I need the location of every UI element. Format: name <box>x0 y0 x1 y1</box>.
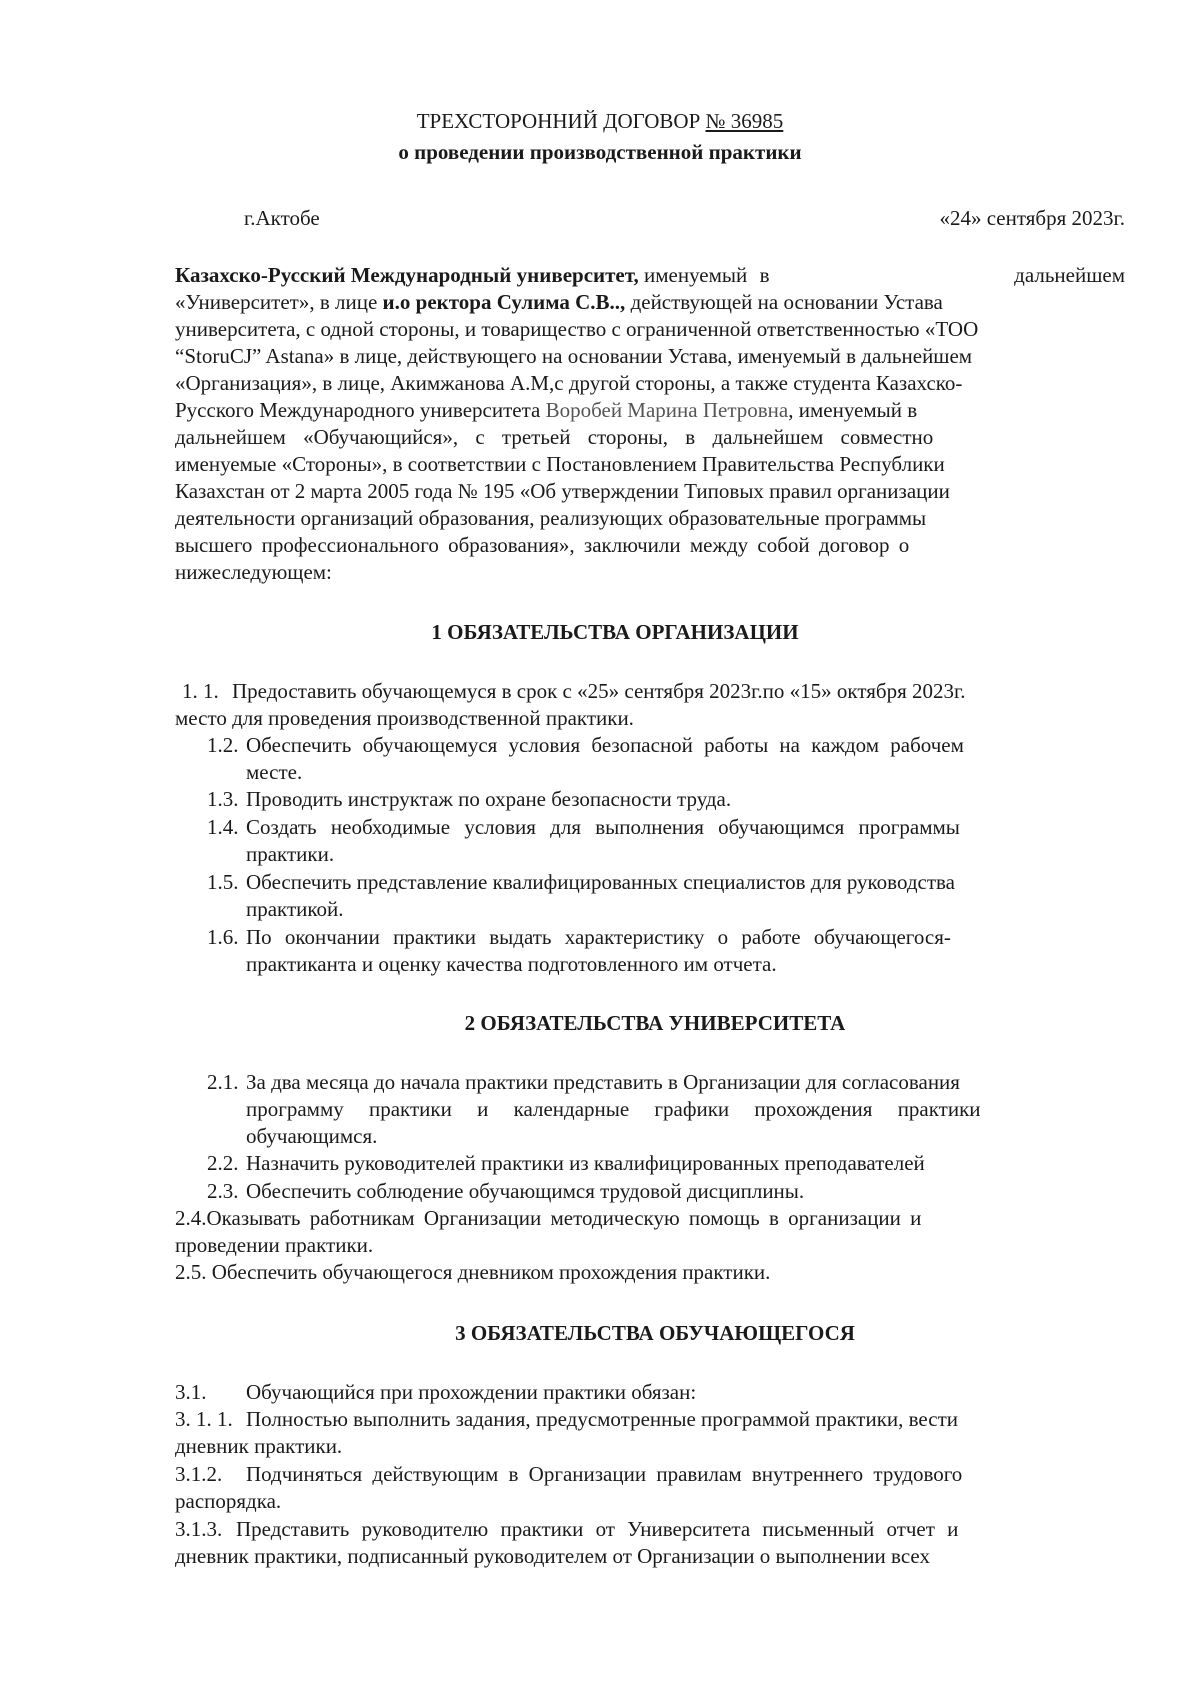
contract-title <box>0 108 1200 135</box>
item-2-4-line-1: 2.4.Оказывать работникам Организации методическую помощь в организации и <box>175 1206 922 1230</box>
item-1-3-line-1: Проводить инструктаж по охране безопасности труда. <box>246 787 732 811</box>
item-3-1-text: Обучающийся при прохождении практики обязан: <box>246 1380 697 1404</box>
item-2-2-number: 2.2. <box>207 1151 239 1175</box>
contract-number: № 36985 <box>705 109 784 133</box>
item-1-1-continued: место для проведения производственной практики. <box>175 706 634 730</box>
intro-line-11: высшего профессионального образования», заключили между собой договор о <box>175 533 910 557</box>
item-3-1-2-line-1: Подчиняться действующим в Организации правилам внутреннего трудового <box>246 1462 963 1486</box>
item-3-1-number: 3.1. <box>175 1380 207 1404</box>
section-3-heading: 3 ОБЯЗАТЕЛЬСТВА ОБУЧАЮЩЕГОСЯ <box>455 1321 855 1345</box>
item-1-4-line-2: практики. <box>246 842 335 866</box>
intro-text: Русского Международного университета <box>175 398 546 422</box>
item-2-3-line-1: Обеспечить соблюдение обучающимся трудовой дисциплины. <box>246 1179 805 1203</box>
intro-line-10: деятельности организаций образования, реализующих образовательные программы <box>175 506 927 530</box>
item-3-1-2-number: 3.1.2. <box>175 1462 223 1486</box>
item-3-1-1-line-2: дневник практики. <box>175 1434 343 1458</box>
item-3-1-3-number: 3.1.3. <box>175 1517 223 1541</box>
intro-line-3: университета, с одной стороны, и товарищество с ограниченной ответственностью «ТОО <box>175 317 979 341</box>
item-1-6-line-1: По окончании практики выдать характеристику о работе обучающегося- <box>246 925 951 949</box>
item-1-2-line-1: Обеспечить обучающемуся условия безопасной работы на каждом рабочем <box>246 733 964 757</box>
section-2-heading: 2 ОБЯЗАТЕЛЬСТВА УНИВЕРСИТЕТА <box>464 1011 846 1035</box>
item-3-1-2-line-2: распорядка. <box>175 1489 282 1513</box>
item-1-1 <box>182 678 965 705</box>
item-2-3-number: 2.3. <box>207 1179 239 1203</box>
intro-line-4: “StoruCJ” Astana» в лице, действующего на основании Устава, именуемый в дальнейшем <box>175 344 973 368</box>
item-1-4-line-1: Создать необходимые условия для выполнения обучающимся программы <box>246 815 960 839</box>
intro-line-5: «Организация», в лице, Акимжанова А.М,с другой стороны, а также студента Казахско- <box>175 371 963 395</box>
intro-line-7: дальнейшем «Обучающийся», с третьей стороны, в дальнейшем совместно <box>175 425 934 449</box>
student-name: Воробей Марина Петровна <box>545 398 789 422</box>
item-3-1-3-line-2: дневник практики, подписанный руководителем от Организации о выполнении всех <box>175 1544 930 1568</box>
intro-text: , именуемый в <box>788 398 918 422</box>
item-1-2-line-2: месте. <box>246 760 303 784</box>
intro-line-2 <box>175 289 943 316</box>
intro-line-6 <box>175 397 917 424</box>
intro-line-12: нижеследующем: <box>175 560 332 584</box>
item-3-1-1-line-1: Полностью выполнить задания, предусмотренные программой практики, вести <box>246 1407 959 1431</box>
item-2-1-line-2: программу практики и календарные графики прохождения практики <box>246 1097 981 1121</box>
item-1-5-number: 1.5. <box>207 870 239 894</box>
intro-line-9: Казахстан от 2 марта 2005 года № 195 «Об утверждении Типовых правил организации <box>175 479 950 503</box>
item-2-1-line-1: За два месяца до начала практики представить в Организации для согласования <box>246 1070 960 1094</box>
item-1-5-line-2: практикой. <box>246 897 344 921</box>
section-1-heading: 1 ОБЯЗАТЕЛЬСТВА ОРГАНИЗАЦИИ <box>431 620 799 644</box>
item-2-5-line-1: 2.5. Обеспечить обучающегося дневником прохождения практики. <box>175 1260 771 1284</box>
contract-date: «24» сентября 2023г. <box>939 206 1125 230</box>
intro-line-1 <box>175 262 1125 289</box>
intro-text: действующей на основании Устава <box>625 290 943 314</box>
item-number: 1. 1. <box>182 679 219 703</box>
intro-word: именуемый <box>643 263 748 287</box>
item-2-1-number: 2.1. <box>207 1070 239 1094</box>
contract-subtitle: о проведении производственной практики <box>398 140 802 164</box>
item-3-1-3-line-1: Представить руководителю практики от Университета письменный отчет и <box>236 1517 959 1541</box>
item-1-5-line-1: Обеспечить представление квалифицированных специалистов для руководства <box>246 870 955 894</box>
item-2-2-line-1: Назначить руководителей практики из квалифицированных преподавателей <box>246 1151 925 1175</box>
city: г.Актобе <box>244 206 320 230</box>
intro-word: дальнейшем <box>1014 263 1125 287</box>
intro-text: «Университет», в лице <box>175 290 383 314</box>
item-1-6-line-2: практиканта и оценку качества подготовленного им отчета. <box>246 952 777 976</box>
item-1-4-number: 1.4. <box>207 815 239 839</box>
item-2-1-line-3: обучающимся. <box>246 1124 378 1148</box>
item-1-3-number: 1.3. <box>207 787 239 811</box>
title-prefix: ТРЕХСТОРОННИЙ ДОГОВОР <box>416 109 706 133</box>
item-2-4-line-2: проведении практики. <box>175 1233 374 1257</box>
intro-line-8: именуемые «Стороны», в соответствии с Постановлением Правительства Республики <box>175 452 945 476</box>
university-name: Казахско-Русский Международный университет, <box>175 263 639 287</box>
item-1-2-number: 1.2. <box>207 733 239 757</box>
rector-name: и.о ректора Сулима С.В.., <box>382 290 626 314</box>
intro-word: в <box>759 263 770 287</box>
item-1-6-number: 1.6. <box>207 925 239 949</box>
item-text: Предоставить обучающемуся в срок с «25» сентября 2023г.по «15» октября 2023г. <box>232 679 966 703</box>
item-3-1-1-number: 3. 1. 1. <box>175 1407 233 1431</box>
